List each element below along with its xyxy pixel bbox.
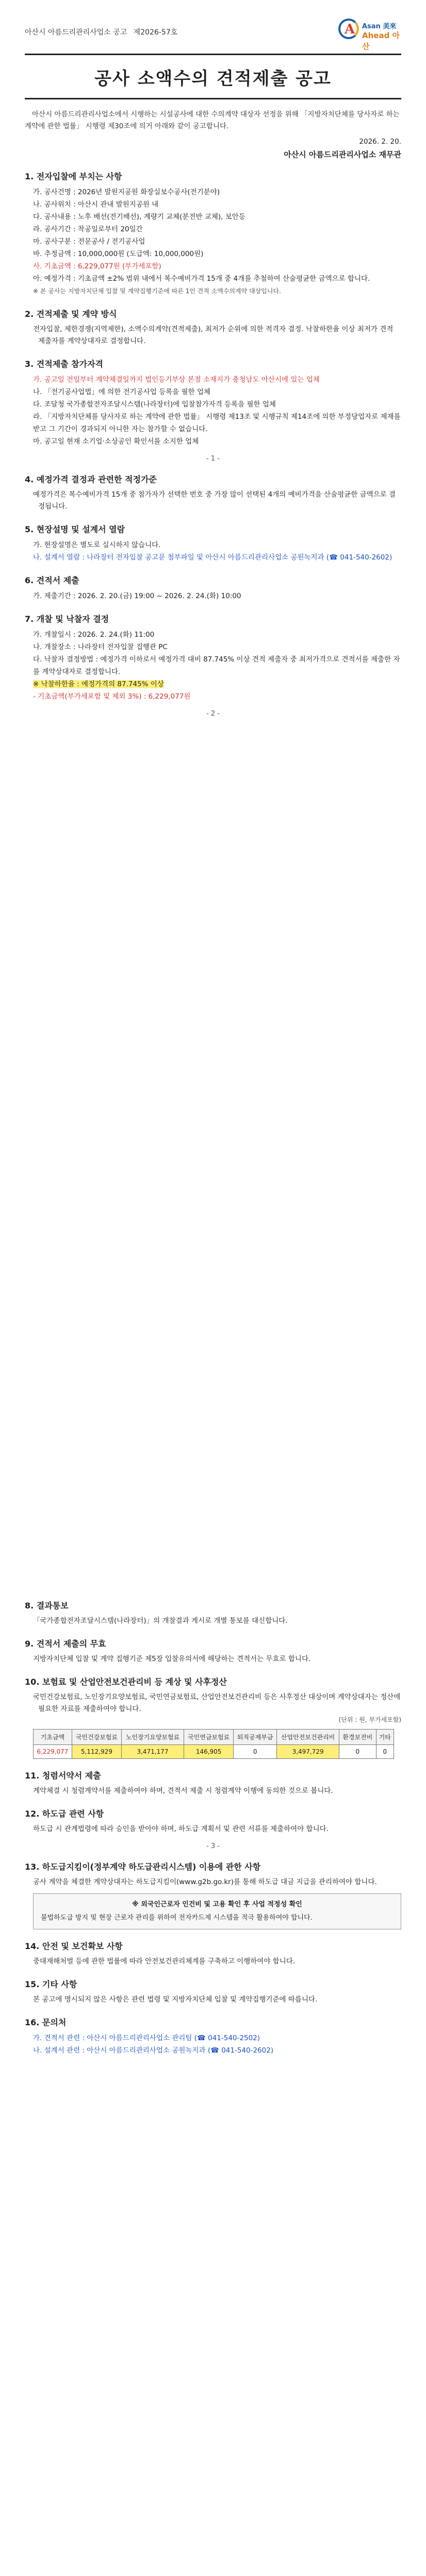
table-cell: 0 [376,1745,394,1759]
intro-paragraph: 아산시 아름드리관리사업소에서 시행하는 시설공사에 대한 수의계약 대상자 선정을 위해 「지방자치단체를 당사자로 하는 계약에 관한 법률」 시행령 제30조에 의거 아래와 같이 공고합니다. [25,110,400,130]
list-item: - 기초금액(부가세포함 및 제외 3%) : 6,229,077원 [33,692,191,701]
document-page-2 [0,1571,426,2057]
document-page-1 [0,0,426,718]
org-label: 아산시 아름드리관리사업소 공고 [25,28,127,37]
list-item: ※ 본 공사는 지방자치단체 입찰 및 계약집행기준에 따른 1인 견적 소액수의계약 대상입니다. [33,287,281,295]
list-item: 다. 공사내용 : 노후 배선(전기배선), 계량기 교체(분전반 교체), 보안등 [33,213,245,221]
document-header [25,18,401,50]
section-title: 3. 견적제출 참가자격 [25,359,103,369]
logo-letter-icon: A [345,22,355,37]
list-item: 바. 추정금액 : 10,000,000원 (도급액: 10,000,000원) [33,250,204,258]
list-item: 마. 공고일 현재 소기업·소상공인 확인서를 소지한 업체 [33,437,199,446]
section-body: 하도급 시 관계법령에 따라 승인을 받아야 하며, 하도급 계획서 및 관련 서류를 제출하여야 합니다. [33,1825,329,1833]
list-item: 라. 공사기간 : 착공일로부터 20일간 [33,225,143,233]
list-item: 나. 「전기공사업법」에 의한 전기공사업 등록을 필한 업체 [33,388,210,396]
section-body: 예정가격은 복수예비가격 15개 중 참가자가 선택한 번호 중 가장 많이 선택된 4개의 예비가격을 산술평균한 금액으로 결정됩니다. [33,490,396,511]
table-row [34,1745,394,1759]
section-title: 1. 전자입찰에 부치는 사항 [25,172,122,181]
table-cell: 3,471,177 [122,1745,184,1759]
table-cell: 6,229,077 [34,1745,72,1759]
table-header-cell: 환경보전비 [339,1730,376,1745]
section-title: 6. 견적서 제출 [25,575,79,585]
section-title: 4. 예정가격 결정과 관련한 적정가준 [25,474,157,484]
logo-line-1: Asan 美來 [362,23,397,30]
section-title: 9. 견적서 제출의 무효 [25,1639,106,1649]
section-title: 12. 하도급 관련 사항 [25,1809,104,1819]
section-body: 계약체결 시 청렴계약서를 제출하여야 하며, 견적서 제출 시 청렴계약 이행에 동의한 것으로 봅니다. [33,1787,333,1795]
section-title: 11. 청렴서약서 제출 [25,1771,101,1781]
section-body: 전자입찰, 제한경쟁(지역제한), 소액수의계약(견적제출), 최저가 순위에 의한 적격자 결정. 낙찰하한율 이상 최저가 견적 제출자를 계약상대자로 결정합니다. [33,325,394,345]
section-title: 14. 안전 및 보건확보 사항 [25,1941,123,1951]
section-title: 2. 견적제출 및 계약 방식 [25,309,117,319]
section-body: 공사 계약을 체결한 계약상대자는 하도급지킴이(www.g2b.go.kr)를 통해 하도급 대금 지급을 관리하여야 합니다. [33,1878,377,1886]
list-item: 나. 개찰장소 : 나라장터 전자입찰 집행관 PC [33,643,168,651]
list-item: 가. 개찰일시 : 2026. 2. 24.(화) 11:00 [33,631,155,639]
list-item: 나. 공사위치 : 아산시 관내 발원지공원 내 [33,200,159,209]
notice-date: 2026. 2. 20. [359,138,401,146]
table-cell: 0 [234,1745,277,1759]
page-number: - 3 - [206,1842,220,1850]
list-item: 가. 현장설명은 별도로 실시하지 않습니다. [33,541,161,549]
section-title: 8. 결과통보 [25,1601,69,1611]
section-title: 13. 하도급지킴이(정부계약 하도급관리시스템) 이용에 관한 사항 [25,1862,261,1872]
list-item: 아. 예정가격 : 기초금액 ±2% 범위 내에서 복수예비가격 15개 중 4개를 추첨하여 산술평균한 금액으로 합니다. [33,275,370,283]
table-header-cell: 노인장기요양보험료 [122,1730,184,1745]
section-body: 중대재해처벌 등에 관한 법률에 따라 안전보건관리체계를 구축하고 이행하여야 합니다. [33,1957,296,1965]
section-title: 15. 기타 사항 [25,1979,77,1989]
section-body: 본 공고에 명시되지 않은 사항은 관련 법령 및 지방자치단체 입찰 및 계약집행기준에 따릅니다. [33,1995,318,2004]
page-title: 공사 소액수의 견적제출 공고 [25,54,401,99]
list-item: 가. 공사건명 : 2026년 발원지공원 화장실보수공사(전기분야) [33,188,220,196]
highlight-text: ※ 낙찰하한율 : 예정가격의 87.745% 이상 [33,680,164,688]
table-header-row [34,1730,394,1745]
table-header-cell: 기타 [376,1730,394,1745]
list-item: 나. 설계서 관련 : 아산시 아름드리관리사업소 공원녹지과 (☎ 041-540-2602) [33,2046,274,2055]
table-cell: 3,497,729 [277,1745,339,1759]
list-item: 가. 제출기간 : 2026. 2. 20.(금) 19:00 ~ 2026. 2. 24.(화) 10:00 [33,592,241,600]
list-item: 가. 견적서 관련 : 아산시 아름드리관리사업소 관리팀 (☎ 041-540-2502) [33,2034,260,2042]
table-header-cell: 국민연금보험료 [184,1730,234,1745]
notice-box-title: ※ 외국인근로자 인건비 및 고용 확인 후 사업 적정성 확인 [132,1901,302,1908]
list-item: 마. 공사구분 : 전문공사 / 전기공사업 [33,238,145,246]
page-number: - 2 - [206,710,220,718]
section-title: 5. 현장설명 및 설계서 열람 [25,524,125,534]
table-header-cell: 산업안전보건관리비 [277,1730,339,1745]
list-item: 사. 기초금액 : 6,229,077원 (부가세포함) [33,262,161,270]
notice-org [25,18,177,37]
list-item: 라. 「지방자치단체를 당사자로 하는 계약에 관한 법률」 시행령 제13조 및 시행규칙 제14조에 의한 부정당업자로 제재를 받고 그 기간이 경과되지 아니한 자는 참가할 수 없습니다. [33,413,401,433]
list-item: 다. 조달청 국가종합전자조달시스템(나라장터)에 입찰참가자격 등록을 필한 업체 [33,400,276,409]
section-body: 지방자치단체 입찰 및 계약 집행기준 제5장 입찰유의서에 해당하는 견적서는 무효로 합니다. [33,1655,311,1663]
table-header-cell: 기초금액 [34,1730,72,1745]
section-body: 「국가종합전자조달시스템(나라장터)」의 개찰결과 게시로 개별 통보를 대신합니다. [33,1617,288,1625]
notice-number: 제2026-57호 [133,28,178,37]
section-title: 7. 개찰 및 낙찰자 결정 [25,614,109,624]
logo-line-2: Ahead 아산 [362,31,400,51]
list-item: 다. 낙찰자 결정방법 : 예정가격 이하로서 예정가격 대비 87.745% 이상 견적 제출자 중 최저가격으로 견적서를 제출한 자를 계약상대자로 결정합니다. [33,655,400,676]
table-header-cell: 퇴직공제부금 [234,1730,277,1745]
issuer: 아산시 아름드리관리사업소 재무관 [284,150,401,159]
notice-box [33,1893,401,1929]
section-body: 국민건강보험료, 노인장기요양보험료, 국민연금보험료, 산업안전보건관리비 등은 사후정산 대상이며 계약상대자는 정산에 필요한 자료를 제출하여야 합니다. [33,1693,401,1713]
insurance-table [33,1729,394,1759]
section-title: 10. 보험료 및 산업안전보건관리비 등 계상 및 사후정산 [25,1677,227,1687]
section-title: 16. 문의처 [25,2018,67,2027]
table-cell: 146,905 [184,1745,234,1759]
table-unit: (단위 : 원, 부가세포함) [338,1716,401,1723]
table-cell: 5,112,929 [72,1745,121,1759]
notice-box-body: 불법하도급 방지 및 현장 근로자 관리를 위하여 전자카드제 시스템을 적극 활용하여야 합니다. [41,1914,313,1922]
page-number: - 1 - [206,455,220,463]
table-cell: 0 [339,1745,376,1759]
list-item: 나. 설계서 열람 : 나라장터 전자입찰 공고문 첨부파일 및 아산시 아름드리관리사업소 공원녹지과 (☎ 041-540-2602) [33,553,392,562]
list-item: 가. 공고일 전일부터 계약체결일까지 법인등기부상 본점 소재지가 충청남도 아산시에 있는 업체 [33,376,320,384]
city-logo [334,18,401,51]
table-header-cell: 국민건강보험료 [72,1730,121,1745]
